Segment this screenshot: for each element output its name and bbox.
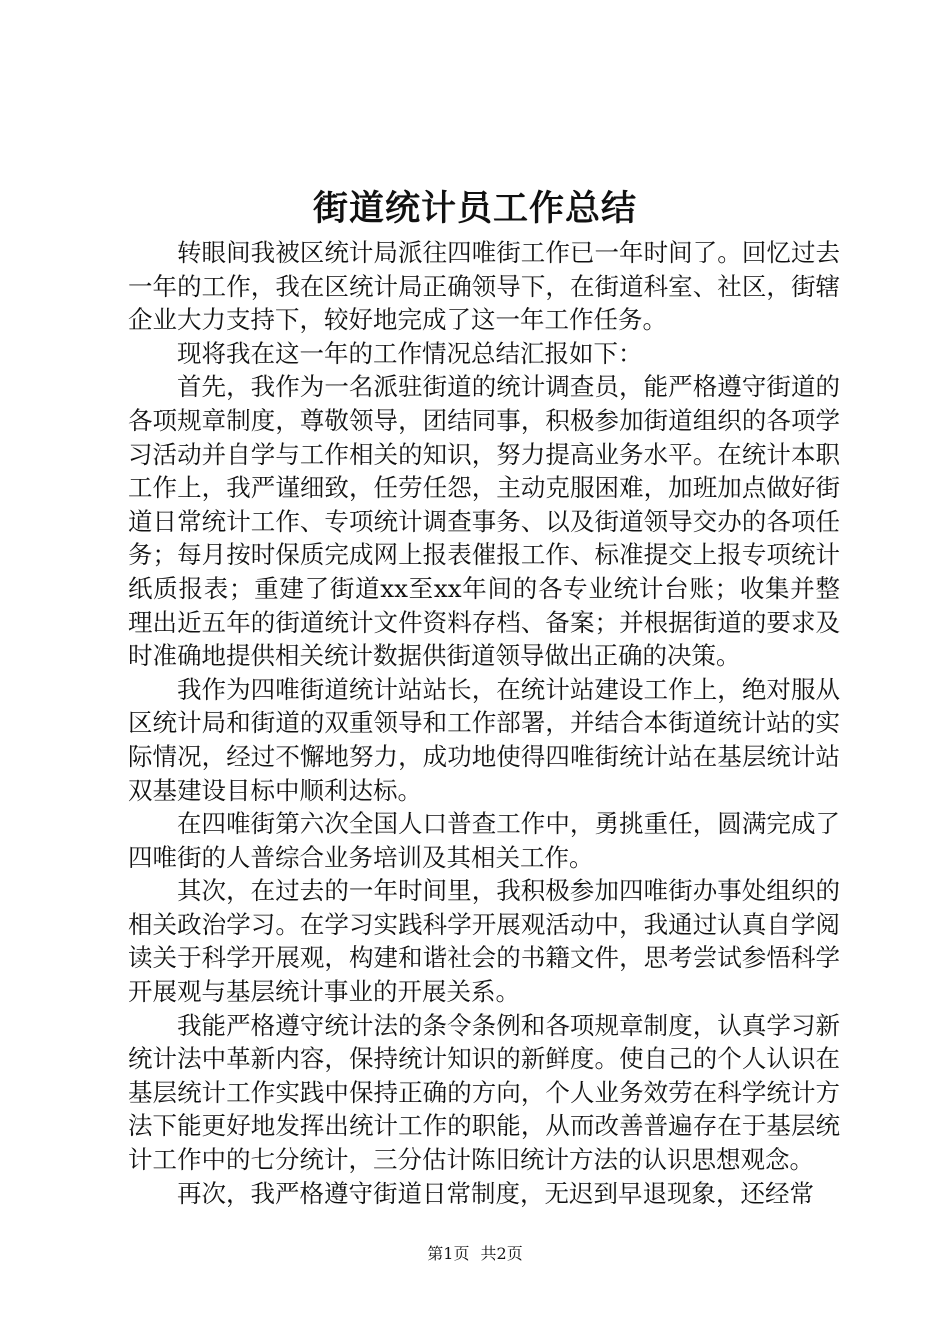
page-number-current: 第1页 [427, 1244, 470, 1263]
paragraph: 我作为四唯街道统计站站长，在统计站建设工作上，绝对服从区统计局和街道的双重领导和工作部署，并结合本街道统计站的实际情况，经过不懈地努力，成功地使得四唯街统计站在基层统计站双基建设目标中顺利达标。 [128, 674, 840, 805]
paragraph: 在四唯街第六次全国人口普查工作中，勇挑重任，圆满完成了四唯街的人普综合业务培训及其相关工作。 [128, 809, 840, 872]
paragraph: 再次，我严格遵守街道日常制度，无迟到早退现象，还经常 [177, 1178, 814, 1208]
paragraph: 首先，我作为一名派驻街道的统计调查员，能严格遵守街道的各项规章制度，尊敬领导，团结同事，积极参加街道组织的各项学习活动并自学与工作相关的知识，努力提高业务水平。在统计本职工作上，我严谨细致，任劳任怨，主动克服困难，加班加点做好街道日常统计工作、专项统计调查事务、以及街道领导交办的各项任务；每月按时保质完成网上报表催报工作、标准提交上报专项统计纸质报表；重建了街道xx至xx年间的各专业统计台账；收集并整理出近五年的街道统计文件资料存档、备案；并根据街道的要求及时准确地提供相关统计数据供街道领导做出正确的决策。 [128, 372, 840, 671]
document-body [128, 236, 840, 1210]
document-title: 街道统计员工作总结 [312, 188, 637, 229]
page-footer [0, 1243, 950, 1265]
paragraph: 其次，在过去的一年时间里，我积极参加四唯街办事处组织的相关政治学习。在学习实践科学开展观活动中，我通过认真自学阅读关于科学开展观，构建和谐社会的书籍文件，思考尝试参悟科学开展观与基层统计事业的开展关系。 [128, 876, 840, 1007]
paragraph: 我能严格遵守统计法的条令条例和各项规章制度，认真学习新统计法中革新内容，保持统计知识的新鲜度。使自己的个人认识在基层统计工作实践中保持正确的方向，个人业务效劳在科学统计方法下能更好地发挥出统计工作的职能，从而改善普遍存在于基层统计工作中的七分统计，三分估计陈旧统计方法的认识思想观念。 [128, 1010, 840, 1175]
page-number-total: 共2页 [480, 1244, 523, 1263]
paragraph: 转眼间我被区统计局派往四唯街工作已一年时间了。回忆过去一年的工作，我在区统计局正确领导下，在街道科室、社区，街辖企业大力支持下，较好地完成了这一年工作任务。 [128, 238, 840, 335]
paragraph: 现将我在这一年的工作情况总结汇报如下： [177, 338, 643, 368]
